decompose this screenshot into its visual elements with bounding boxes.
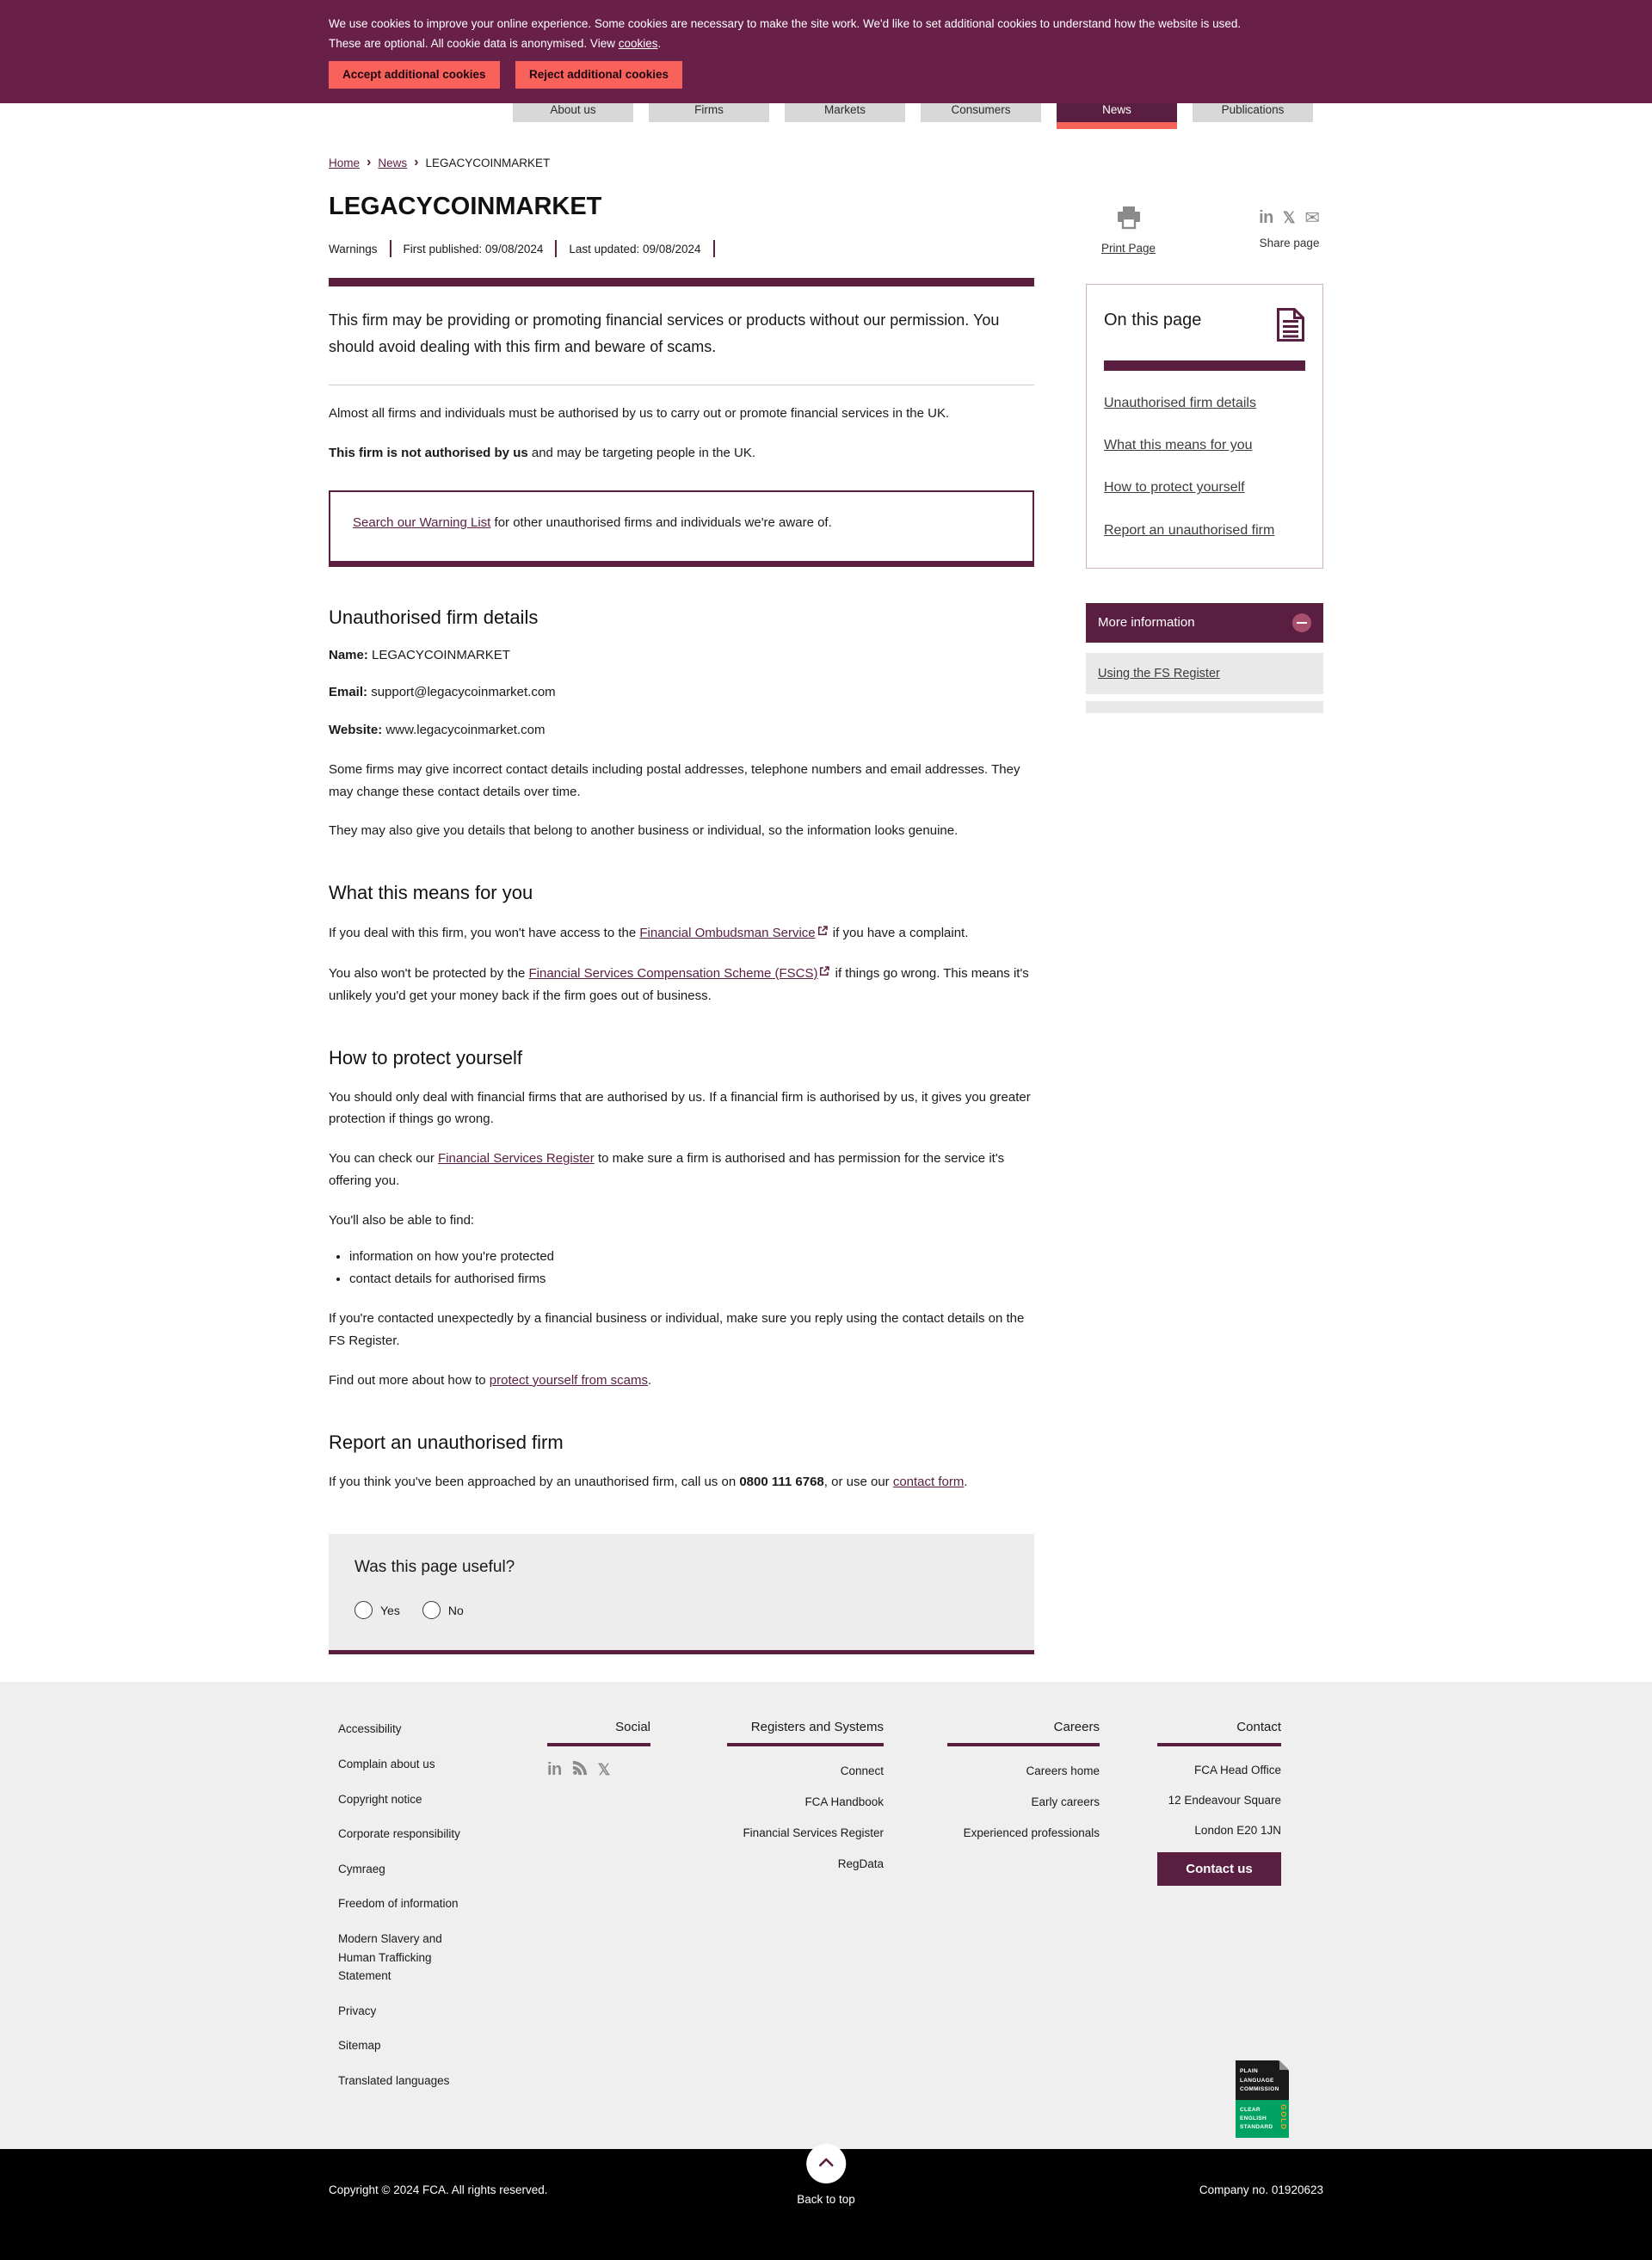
footer-link-complain[interactable]: Complain about us <box>338 1757 435 1770</box>
article-meta <box>329 240 1034 257</box>
footer-link-fca-handbook[interactable]: FCA Handbook <box>804 1795 884 1809</box>
paragraph-ombudsman <box>329 921 1034 945</box>
feedback-no-radio[interactable] <box>422 1601 441 1619</box>
protect-from-scams-link[interactable]: protect yourself from scams <box>489 1372 648 1388</box>
page-feedback-box <box>329 1534 1034 1654</box>
plc-line: STANDARD <box>1240 2124 1273 2131</box>
on-this-page-rule <box>1104 360 1305 371</box>
footer-heading-rule <box>727 1743 884 1746</box>
paragraph-check-register <box>329 1148 1034 1192</box>
plc-line: CLEAR <box>1240 2106 1261 2113</box>
reject-cookies-button[interactable]: Reject additional cookies <box>515 61 682 89</box>
footer-link-careers-home[interactable]: Careers home <box>1026 1764 1100 1778</box>
toc-link-unauthorised-firm-details[interactable]: Unauthorised firm details <box>1104 396 1256 410</box>
meta-category: Warnings <box>329 242 378 256</box>
back-to-top-label: Back to top <box>797 2193 855 2207</box>
footer-link-connect[interactable]: Connect <box>840 1764 884 1778</box>
footer-heading-rule <box>547 1743 650 1746</box>
firm-name-row <box>329 644 1034 667</box>
cookies-link[interactable]: cookies <box>618 37 658 51</box>
feedback-yes-label: Yes <box>380 1603 400 1617</box>
paragraph-report <box>329 1471 1034 1493</box>
paragraph-not-authorised <box>329 442 1034 465</box>
company-number: Company no. 01920623 <box>1199 2183 1323 2197</box>
footer-link-early-careers[interactable]: Early careers <box>1031 1795 1100 1809</box>
back-to-top-button[interactable] <box>806 2144 846 2183</box>
nav-tab-label: About us <box>550 103 596 116</box>
nav-tab-label: Consumers <box>951 103 1011 116</box>
plc-gold-label: GOLD <box>1279 2103 1288 2131</box>
toc-link-report-firm[interactable]: Report an unauthorised firm <box>1104 522 1275 538</box>
footer-link-privacy[interactable]: Privacy <box>338 2004 377 2017</box>
cookie-message <box>329 14 1258 53</box>
more-information-item <box>1086 653 1323 694</box>
paragraph-fscs <box>329 962 1034 1007</box>
bottom-bar <box>0 2149 1652 2260</box>
linkedin-share-icon[interactable]: in <box>1259 207 1273 227</box>
page-title: LEGACYCOINMARKET <box>329 193 602 220</box>
footer-link-copyright-notice[interactable]: Copyright notice <box>338 1792 422 1806</box>
text: if things go wrong. This means it's unlikely you'd get your money back if the firm goes out of business. <box>329 966 1029 1003</box>
footer-link-fs-register[interactable]: Financial Services Register <box>743 1826 884 1840</box>
cookie-message-text: We use cookies to improve your online experience. Some cookies are necessary to make the site work. We'd like to set additional cookies to understand how the website is used. These are optional. All cookie data is anonymised. View <box>329 17 1242 51</box>
nav-tab-label: News <box>1102 103 1131 116</box>
breadcrumb-home-link[interactable]: Home <box>329 156 361 169</box>
paragraph-contacted-unexpectedly: If you're contacted unexpectedly by a financial business or individual, make sure you reply using the contact details on the FS Register. <box>329 1311 1025 1348</box>
firm-email-row <box>329 681 1034 704</box>
footer-link-accessibility[interactable]: Accessibility <box>338 1722 402 1736</box>
footer-link-regdata[interactable]: RegData <box>837 1857 884 1871</box>
footer-registers-title: Registers and Systems <box>750 1720 884 1735</box>
footer-contact-column <box>1157 1720 1281 2106</box>
chevron-right-icon: › <box>414 155 419 169</box>
more-information-title: More information <box>1098 615 1195 631</box>
cookie-banner <box>0 0 1652 103</box>
print-page-link[interactable]: Print Page <box>1101 242 1156 255</box>
firm-name-label: Name: <box>329 647 368 662</box>
footer-link-translated-languages[interactable]: Translated languages <box>338 2073 450 2087</box>
text: . <box>964 1474 968 1489</box>
share-page-label: Share page <box>1259 237 1320 249</box>
not-authorised-bold: This firm is not authorised by us <box>329 445 528 460</box>
footer-social-column <box>547 1720 650 2106</box>
document-icon <box>1276 307 1305 347</box>
external-link-icon <box>817 921 828 944</box>
financial-services-register-link[interactable]: Financial Services Register <box>438 1151 595 1167</box>
breadcrumb <box>329 129 1323 170</box>
meta-divider <box>390 240 391 257</box>
text: to make sure a firm is authorised and has permission for the service it's offering you. <box>329 1151 1005 1189</box>
footer-link-sitemap[interactable]: Sitemap <box>338 2039 381 2053</box>
warning-list-callout <box>329 490 1034 567</box>
paragraph-authorised: Almost all firms and individuals must be authorised by us to carry out or promote financial services in the UK. <box>329 405 950 421</box>
heading-report-firm: Report an unauthorised firm <box>329 1431 564 1453</box>
toc-link-what-this-means[interactable]: What this means for you <box>1104 438 1253 453</box>
bullet-item: • information on how you're protected <box>349 1246 1034 1268</box>
more-information-accordion <box>1086 603 1323 713</box>
text: You can check our <box>329 1151 439 1167</box>
meta-first-published: First published: 09/08/2024 <box>403 242 544 256</box>
firm-website-row <box>329 719 1034 742</box>
warning-list-link[interactable]: Search our Warning List <box>353 514 491 530</box>
chevron-up-icon <box>818 2156 834 2171</box>
feedback-no-label: No <box>447 1603 464 1617</box>
plc-line: PLAIN <box>1240 2068 1258 2075</box>
text: You also won't be protected by the <box>329 966 529 982</box>
plc-line: ENGLISH <box>1240 2115 1267 2121</box>
text: if you have a complaint. <box>829 926 969 941</box>
plc-line: COMMISSION <box>1240 2086 1279 2093</box>
footer-links-column <box>338 1720 467 2106</box>
bullet-item: • contact details for authorised firms <box>349 1268 1034 1290</box>
nav-tab-label: Markets <box>823 103 866 116</box>
footer-careers-title: Careers <box>1053 1720 1100 1735</box>
contact-address-line: FCA Head Office <box>1193 1764 1281 1777</box>
phone-number: 0800 111 6768 <box>739 1474 824 1489</box>
nav-tab-label: Publications <box>1221 103 1285 116</box>
footer-link-modern-slavery[interactable]: Modern Slavery and Human Trafficking Statement <box>338 1931 442 1983</box>
more-information-strip <box>1086 701 1323 713</box>
footer-link-cymraeg[interactable]: Cymraeg <box>338 1862 385 1875</box>
contact-us-button[interactable]: Contact us <box>1157 1852 1281 1886</box>
firm-name-value: LEGACYCOINMARKET <box>372 647 510 662</box>
footer-heading-rule <box>947 1743 1100 1746</box>
share-page-block <box>1259 206 1320 255</box>
plain-language-commission-logo <box>1236 2060 1289 2137</box>
meta-divider <box>555 240 557 257</box>
x-icon[interactable]: 𝕏 <box>597 1761 611 1779</box>
chevron-right-icon: › <box>367 155 372 169</box>
heading-unauthorised-firm-details: Unauthorised firm details <box>329 606 539 628</box>
paragraph-find-out-more <box>329 1370 1034 1392</box>
footer-link-experienced-professionals[interactable]: Experienced professionals <box>963 1826 1100 1840</box>
breadcrumb-news-link[interactable]: News <box>378 156 408 169</box>
toc-link-how-to-protect[interactable]: How to protect yourself <box>1104 480 1245 496</box>
x-share-icon[interactable]: 𝕏 <box>1282 208 1296 226</box>
printer-icon <box>1116 219 1142 233</box>
contact-address-line: London E20 1JN <box>1194 1824 1281 1838</box>
cookie-message-suffix: . <box>657 37 662 51</box>
fs-register-guide-link[interactable]: Using the FS Register <box>1098 666 1220 680</box>
nav-tab-label: Firms <box>694 103 724 116</box>
financial-ombudsman-link[interactable]: Financial Ombudsman Service <box>639 926 816 941</box>
contact-form-link[interactable]: contact form <box>892 1474 965 1489</box>
firm-website-value: www.legacycoinmarket.com <box>385 723 546 738</box>
paragraph-also-find: You'll also be able to find: <box>329 1212 475 1228</box>
on-this-page-title: On this page <box>1104 311 1202 329</box>
footer-careers-column <box>947 1720 1100 2106</box>
linkedin-icon[interactable]: in <box>547 1760 562 1780</box>
footer-contact-title: Contact <box>1236 1720 1281 1735</box>
paragraph-looks-genuine: They may also give you details that belong to another business or individual, so the information looks genuine. <box>329 823 959 839</box>
text: , or use our <box>823 1474 893 1489</box>
email-share-icon[interactable]: ✉ <box>1304 207 1320 228</box>
print-page-block[interactable] <box>1101 206 1156 255</box>
heading-what-this-means: What this means for you <box>329 882 533 904</box>
more-information-header[interactable] <box>1086 603 1323 643</box>
footer-social-title: Social <box>615 1720 650 1735</box>
footer-link-freedom-of-information[interactable]: Freedom of information <box>338 1897 459 1911</box>
protection-bullet-list <box>329 1246 1034 1291</box>
firm-website-label: Website: <box>329 723 383 738</box>
back-to-top <box>797 2144 855 2206</box>
accept-cookies-button[interactable]: Accept additional cookies <box>329 61 500 89</box>
text: Find out more about how to <box>329 1372 490 1388</box>
lead-paragraph: This firm may be providing or promoting financial services or products without our permission. You should avoid dealing with this firm and beware of scams. <box>329 311 1000 355</box>
feedback-question: Was this page useful? <box>354 1558 515 1577</box>
contact-address-line: 12 Endeavour Square <box>1168 1794 1281 1807</box>
breadcrumb-current: LEGACYCOINMARKET <box>425 156 551 169</box>
on-this-page-card <box>1086 284 1323 569</box>
sidebar <box>1086 181 1323 1654</box>
article-column <box>329 181 1034 1654</box>
firm-email-value: support@legacycoinmarket.com <box>371 685 556 700</box>
footer-link-corporate-responsibility[interactable]: Corporate responsibility <box>338 1827 460 1841</box>
text: . <box>648 1372 652 1388</box>
meta-divider <box>713 240 715 257</box>
footer <box>0 1682 1652 2149</box>
fscs-link[interactable]: Financial Services Compensation Scheme (FSCS) <box>528 966 818 982</box>
external-link-icon <box>819 962 829 984</box>
text: If you think you've been approached by an unauthorised firm, call us on <box>329 1474 740 1489</box>
feedback-yes-radio[interactable] <box>354 1601 373 1619</box>
article-top-bar <box>329 278 1034 286</box>
meta-last-updated: Last updated: 09/08/2024 <box>569 242 701 256</box>
collapse-minus-icon[interactable] <box>1292 613 1311 632</box>
copyright-text: Copyright © 2024 FCA. All rights reserved. <box>329 2183 548 2197</box>
not-authorised-rest: and may be targeting people in the UK. <box>527 445 756 460</box>
firm-email-label: Email: <box>329 685 368 700</box>
plc-line: LANGUAGE <box>1240 2077 1274 2084</box>
paragraph-contact-details: Some firms may give incorrect contact details including postal addresses, telephone numbers and email addresses. They may change these contact details over time. <box>329 761 1020 799</box>
rss-icon[interactable] <box>572 1760 588 1780</box>
paragraph-only-deal: You should only deal with financial firms that are authorised by us. If a financial firm is authorised by us, it gives you greater protection if things go wrong. <box>329 1089 1031 1127</box>
footer-heading-rule <box>1157 1743 1281 1746</box>
text: If you deal with this firm, you won't have access to the <box>329 926 640 941</box>
warning-list-text: for other unauthorised firms and individuals we're aware of. <box>490 514 832 530</box>
heading-how-to-protect: How to protect yourself <box>329 1046 522 1068</box>
footer-registers-column <box>727 1720 884 2106</box>
